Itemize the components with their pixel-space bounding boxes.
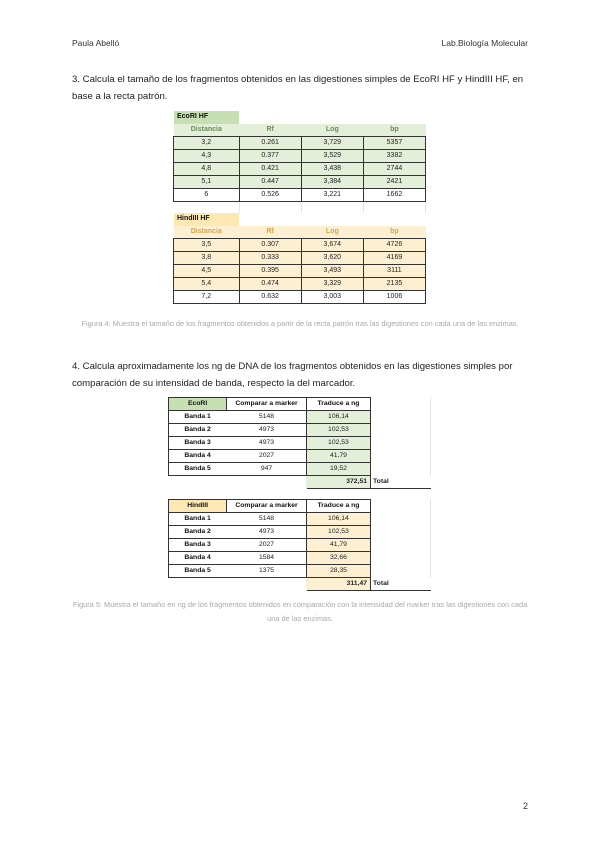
question-4: 4. Calcula aproximadamente los ng de DNA de los fragmentos obtenidos en las digestiones simples por comparación de su intensidad de banda, respecto la del marcador. bbox=[72, 361, 513, 389]
band-row bbox=[169, 552, 431, 565]
empty-cell bbox=[363, 213, 425, 226]
table-cell: 3,8 bbox=[174, 252, 240, 265]
marker-value: 5148 bbox=[227, 513, 307, 526]
hindiii-header-row bbox=[174, 226, 426, 239]
marker-value: 4973 bbox=[227, 424, 307, 437]
ecori-row bbox=[174, 137, 426, 150]
table-cell: 0.307 bbox=[239, 239, 301, 252]
hindiii-row bbox=[174, 291, 426, 304]
table-cell: 3,529 bbox=[301, 150, 363, 163]
total-label: Total bbox=[371, 578, 431, 591]
table-cell: 3,438 bbox=[301, 163, 363, 176]
empty-cell bbox=[301, 202, 363, 213]
empty-cell bbox=[371, 539, 431, 552]
band-row bbox=[169, 463, 431, 476]
empty-cell bbox=[227, 476, 307, 489]
table-cell: 0.474 bbox=[239, 278, 301, 291]
marker-value: 5148 bbox=[227, 411, 307, 424]
column-header: EcoRI bbox=[169, 398, 227, 411]
column-header: Comparar a marker bbox=[227, 398, 307, 411]
table-cell: 0.395 bbox=[239, 265, 301, 278]
empty-cell bbox=[371, 565, 431, 578]
marker-value: 4973 bbox=[227, 437, 307, 450]
table-cell: 4169 bbox=[363, 252, 425, 265]
empty-cell bbox=[371, 526, 431, 539]
empty-cell bbox=[371, 411, 431, 424]
ecori-ng-table bbox=[168, 397, 431, 489]
hindiii-row bbox=[174, 265, 426, 278]
column-header: Comparar a marker bbox=[227, 500, 307, 513]
table-cell: 1662 bbox=[363, 189, 425, 202]
ecori-row bbox=[174, 189, 426, 202]
table-cell: 2744 bbox=[363, 163, 425, 176]
empty-cell bbox=[239, 213, 301, 226]
table-cell: 3,003 bbox=[301, 291, 363, 304]
table-cell: 3,384 bbox=[301, 176, 363, 189]
marker-value: 2027 bbox=[227, 450, 307, 463]
empty-cell bbox=[371, 437, 431, 450]
empty-cell bbox=[301, 213, 363, 226]
ng-value: 102,53 bbox=[306, 437, 370, 450]
total-label: Total bbox=[371, 476, 431, 489]
total-row bbox=[169, 476, 431, 489]
column-header: bp bbox=[363, 124, 425, 137]
ecori-row bbox=[174, 176, 426, 189]
empty-cell bbox=[169, 476, 227, 489]
table-cell: 2421 bbox=[363, 176, 425, 189]
empty-cell bbox=[371, 513, 431, 526]
table-cell: 0.333 bbox=[239, 252, 301, 265]
column-header: Log bbox=[301, 226, 363, 239]
table-cell: 3,729 bbox=[301, 137, 363, 150]
column-header: Distancia bbox=[174, 226, 240, 239]
marker-value: 947 bbox=[227, 463, 307, 476]
band-row bbox=[169, 539, 431, 552]
table-cell: 6 bbox=[174, 189, 240, 202]
table-cell: 5357 bbox=[363, 137, 425, 150]
empty-cell bbox=[169, 578, 227, 591]
marker-value: 4973 bbox=[227, 526, 307, 539]
table-cell: 0.261 bbox=[239, 137, 301, 150]
column-header: Traduce a ng bbox=[306, 500, 370, 513]
band-row bbox=[169, 526, 431, 539]
table-cell: 5,4 bbox=[174, 278, 240, 291]
total-value: 372,51 bbox=[306, 476, 370, 489]
column-header: Traduce a ng bbox=[306, 398, 370, 411]
hindiii-title-row bbox=[174, 213, 426, 226]
table-cell: 5,1 bbox=[174, 176, 240, 189]
marker-value: 1584 bbox=[227, 552, 307, 565]
empty-cell bbox=[371, 424, 431, 437]
empty-cell bbox=[239, 202, 301, 213]
table-cell: 3,2 bbox=[174, 137, 240, 150]
band-row bbox=[169, 437, 431, 450]
marker-value: 2027 bbox=[227, 539, 307, 552]
band-label: Banda 5 bbox=[169, 463, 227, 476]
table-cell: 3111 bbox=[363, 265, 425, 278]
table-cell: 3,221 bbox=[301, 189, 363, 202]
table-cell: 0.377 bbox=[239, 150, 301, 163]
ecori-header-row bbox=[174, 124, 426, 137]
marker-value: 1375 bbox=[227, 565, 307, 578]
empty-cell bbox=[239, 111, 301, 124]
table-cell: 2135 bbox=[363, 278, 425, 291]
band-label: Banda 2 bbox=[169, 424, 227, 437]
ng-value: 32,66 bbox=[306, 552, 370, 565]
ng-value: 102,53 bbox=[306, 526, 370, 539]
ecori-title-row bbox=[174, 111, 426, 124]
table-cell: 4,5 bbox=[174, 265, 240, 278]
table-cell: 3,493 bbox=[301, 265, 363, 278]
table-cell: 0.447 bbox=[239, 176, 301, 189]
figure-4-caption: Figura 4: Muestra el tamaño de los fragmentos obtenidos a partir de la recta patrón tras las digestiones con cada una de las enzimas. bbox=[81, 319, 519, 328]
table-cell: 0.421 bbox=[239, 163, 301, 176]
column-header: Distancia bbox=[174, 124, 240, 137]
column-header: Rf bbox=[239, 124, 301, 137]
ng-value: 106,14 bbox=[306, 411, 370, 424]
table-cell: 3382 bbox=[363, 150, 425, 163]
hindiii-row bbox=[174, 278, 426, 291]
band-label: Banda 3 bbox=[169, 539, 227, 552]
column-header: HindIII bbox=[169, 500, 227, 513]
empty-cell bbox=[371, 500, 431, 513]
table-cell: 3,620 bbox=[301, 252, 363, 265]
table-cell: 4,3 bbox=[174, 150, 240, 163]
column-header: bp bbox=[363, 226, 425, 239]
ng-value: 102,53 bbox=[306, 424, 370, 437]
empty-cell bbox=[363, 202, 425, 213]
table-cell: 4726 bbox=[363, 239, 425, 252]
ng-value: 28,35 bbox=[306, 565, 370, 578]
ng-value: 41,79 bbox=[306, 450, 370, 463]
question-3: 3. Calcula el tamaño de los fragmentos obtenidos en las digestiones simples de EcoRI HF y HindIII HF, en base a la recta patrón. bbox=[72, 74, 524, 102]
table-cell: 4,8 bbox=[174, 163, 240, 176]
band-label: Banda 1 bbox=[169, 513, 227, 526]
hindiii-row bbox=[174, 239, 426, 252]
band-row bbox=[169, 513, 431, 526]
column-header: Rf bbox=[239, 226, 301, 239]
fragment-size-table bbox=[173, 110, 426, 304]
table-cell: 7,2 bbox=[174, 291, 240, 304]
empty-cell bbox=[227, 578, 307, 591]
table-cell: 3,5 bbox=[174, 239, 240, 252]
ng-value: 106,14 bbox=[306, 513, 370, 526]
hindiii-ng-table bbox=[168, 499, 431, 591]
total-value: 311,47 bbox=[306, 578, 370, 591]
empty-cell bbox=[371, 398, 431, 411]
empty-cell bbox=[174, 202, 240, 213]
table-cell: 0.632 bbox=[239, 291, 301, 304]
table-cell: 3,329 bbox=[301, 278, 363, 291]
ng-value: 19,52 bbox=[306, 463, 370, 476]
hindiii-title: HindIII HF bbox=[174, 213, 240, 226]
page-number: 2 bbox=[522, 801, 528, 811]
band-label: Banda 4 bbox=[169, 552, 227, 565]
total-row bbox=[169, 578, 431, 591]
ecori-row bbox=[174, 163, 426, 176]
empty-cell bbox=[301, 111, 363, 124]
empty-cell bbox=[363, 111, 425, 124]
ecori-row bbox=[174, 150, 426, 163]
band-label: Banda 2 bbox=[169, 526, 227, 539]
spacer-row bbox=[174, 202, 426, 213]
band-row bbox=[169, 411, 431, 424]
table-cell: 3,674 bbox=[301, 239, 363, 252]
empty-cell bbox=[371, 463, 431, 476]
band-label: Banda 1 bbox=[169, 411, 227, 424]
band-row bbox=[169, 565, 431, 578]
table-cell: 1006 bbox=[363, 291, 425, 304]
band-row bbox=[169, 450, 431, 463]
table-header-row bbox=[169, 500, 431, 513]
band-label: Banda 4 bbox=[169, 450, 227, 463]
band-row bbox=[169, 424, 431, 437]
table-header-row bbox=[169, 398, 431, 411]
header-author: Paula Abelló bbox=[72, 38, 120, 48]
empty-cell bbox=[371, 450, 431, 463]
column-header: Log bbox=[301, 124, 363, 137]
empty-cell bbox=[371, 552, 431, 565]
header-course: Lab.Biología Molecular bbox=[441, 38, 528, 48]
band-label: Banda 3 bbox=[169, 437, 227, 450]
ng-value: 41,79 bbox=[306, 539, 370, 552]
ecori-title: EcoRI HF bbox=[174, 111, 240, 124]
hindiii-row bbox=[174, 252, 426, 265]
table-cell: 0.526 bbox=[239, 189, 301, 202]
band-label: Banda 5 bbox=[169, 565, 227, 578]
figure-5-caption: Figura 5: Muestra el tamaño en ng de los fragmentos obtenidos en comparación con la intensidad del marker tras las digestiones con cada una de las enzimas. bbox=[72, 600, 528, 623]
